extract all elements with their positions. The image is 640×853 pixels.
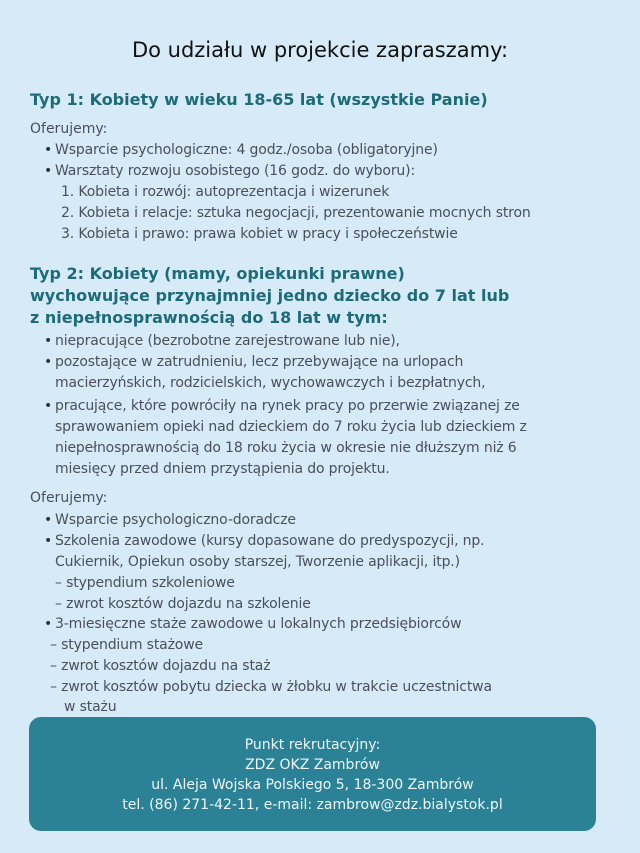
criteria-item-returned-cont-3: miesięcy przed dniem przystąpienia do projektu. [55,461,390,477]
criteria-item-returned-cont-1: sprawowaniem opieki nad dzieckiem do 7 roku życia lub dzieckiem z [55,419,527,435]
recruitment-org: ZDZ OKZ Zambrów [245,757,380,773]
offer-sub-training-travel: – zwrot kosztów dojazdu na szkolenie [55,596,311,612]
type1-title: Typ 1: Kobiety w wieku 18-65 lat (wszystkie Panie) [30,90,488,109]
page-heading: Do udziału w projekcie zapraszamy: [131,38,509,62]
workshop-item-1: 1. Kobieta i rozwój: autoprezentacja i wizerunek [61,184,390,200]
type2-title-line-2: wychowujące przynajmniej jedno dziecko do 7 lat lub [30,286,510,305]
offer-sub-childcare-cont: w stażu [64,699,117,715]
type2-title-line-3: z niepełnosprawnością do 18 lat w tym: [30,308,388,327]
criteria-item-returned: • pracujące, które powróciły na rynek pracy po przerwie związanej ze [55,396,520,417]
offer-item-support: • Wsparcie psychologiczno-doradcze [55,510,296,531]
criteria-item-on-leave-cont: macierzyńskich, rodzicielskich, wychowawczych i bezpłatnych, [55,375,486,391]
type2-title [30,263,509,329]
offer-sub-training-stipend: – stypendium szkoleniowe [55,575,235,591]
type1-support-item: • Wsparcie psychologiczne: 4 godz./osoba (obligatoryjne) [55,140,438,161]
offer-item-internship: • 3-miesięczne staże zawodowe u lokalnych przedsiębiorców [55,614,461,635]
criteria-item-unemployed: • niepracujące (bezrobotne zarejestrowane lub nie), [55,331,400,352]
workshop-item-3: 3. Kobieta i prawo: prawa kobiet w pracy i społeczeństwie [61,226,458,242]
type1-offer-label: Oferujemy: [30,121,108,137]
type2-offer-label: Oferujemy: [30,490,108,506]
offer-item-training-cont: Cukiernik, Opiekun osoby starszej, Tworzenie aplikacji, itp.) [55,554,460,570]
recruitment-address: ul. Aleja Wojska Polskiego 5, 18-300 Zambrów [151,777,474,793]
recruitment-contact: tel. (86) 271-42-11, e-mail: zambrow@zdz.bialystok.pl [122,797,503,813]
criteria-item-returned-cont-2: niepełnosprawnością do 18 roku życia w okresie nie dłuższym niż 6 [55,440,517,456]
offer-sub-internship-stipend: – stypendium stażowe [50,637,203,653]
offer-sub-internship-travel: – zwrot kosztów dojazdu na staż [50,658,271,674]
offer-sub-childcare: – zwrot kosztów pobytu dziecka w żłobku w trakcie uczestnictwa [50,679,492,695]
criteria-item-on-leave: • pozostające w zatrudnieniu, lecz przebywające na urlopach [55,352,463,373]
type1-workshops-item: • Warsztaty rozwoju osobistego (16 godz. do wyboru): [55,161,415,182]
recruitment-label: Punkt rekrutacyjny: [244,737,381,753]
workshop-item-2: 2. Kobieta i relacje: sztuka negocjacji, prezentowanie mocnych stron [61,205,531,221]
type2-title-line-1: Typ 2: Kobiety (mamy, opiekunki prawne) [30,264,405,283]
recruitment-point-box [29,717,596,831]
offer-item-training: • Szkolenia zawodowe (kursy dopasowane do predyspozycji, np. [55,531,484,552]
